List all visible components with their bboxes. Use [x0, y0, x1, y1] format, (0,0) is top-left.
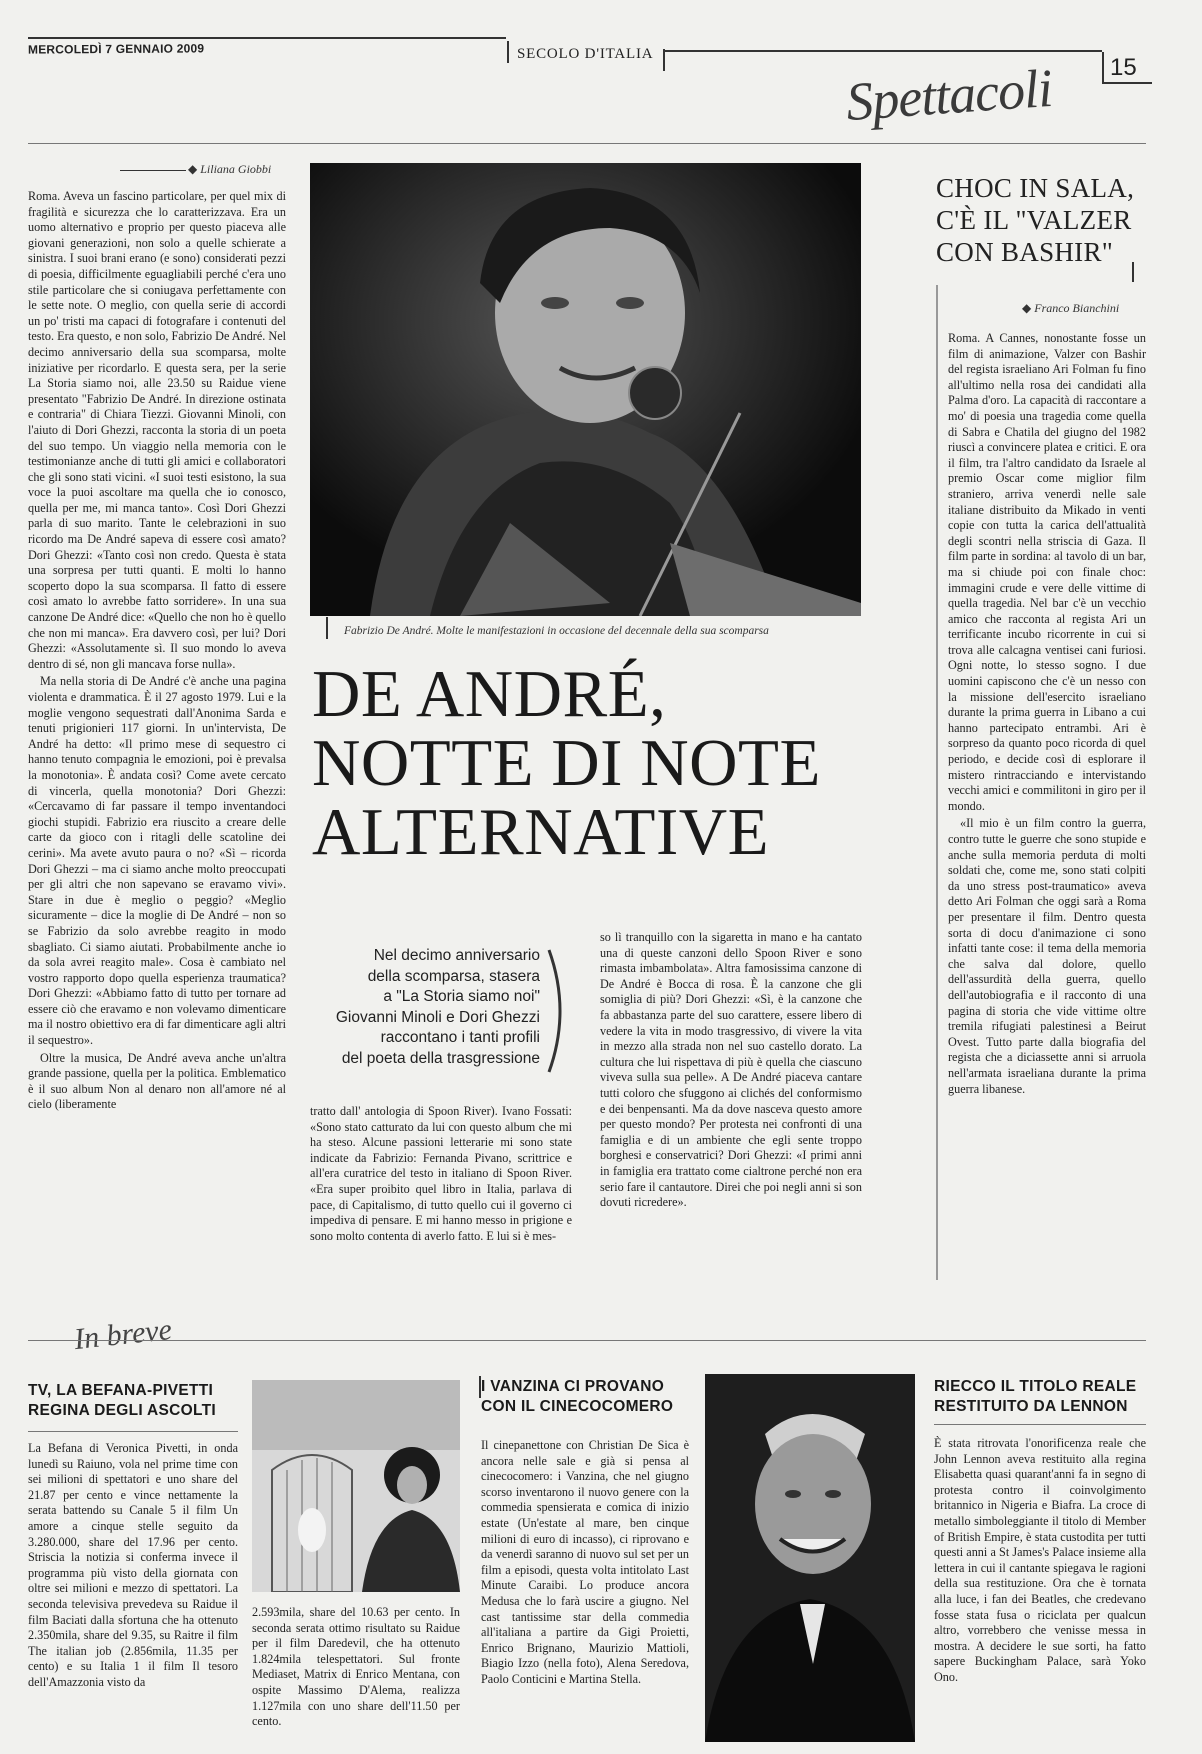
- main-headline: [312, 657, 821, 869]
- pull-quote-line-4: Giovanni Minoli e Dori Ghezzi: [335, 1008, 540, 1026]
- main-photo: [310, 163, 861, 616]
- brief-1-headline-line-2: REGINA DEGLI ASCOLTI: [28, 1402, 216, 1419]
- pull-quote-bracket: [545, 946, 575, 1076]
- masthead-rule-left: [28, 37, 506, 39]
- biagio-izzo-photo: [705, 1374, 915, 1742]
- fabrizio-de-andre-photo: [310, 163, 861, 616]
- masthead-rule-bar: [507, 41, 509, 63]
- section-label: Spettacoli: [844, 57, 1054, 133]
- main-article-column-2: tratto dall' antologia di Spoon River). Ivano Fossati: «Sono stato catturato da lui con questo album che mi ha steso. Alcune passioni letterarie mi sono state indicate da Fabrizio: Fernanda Pivano, scrittrice e all'era curatrice del testo in italiano di Spoon River. «Era super proibito quel libro in Italia, parlava di pace, di Capitalismo, di tutto quello cui il governo ci impediva di pensare. E mi hanno messo in prigione e sono molto contenta di averlo fatto. E lui si è mes-: [310, 1104, 572, 1243]
- pull-quote-line-1: Nel decimo anniversario: [373, 947, 540, 964]
- brief-3-headline-rule: [934, 1424, 1146, 1425]
- main-article-column-1: [28, 189, 286, 1273]
- main-byline-name: Liliana Giobbi: [200, 162, 272, 176]
- side-paragraph-2: «Il mio è un film contro la guerra, contro tutte le guerre che sono stupide e anche sulla memoria perduta di molti soldati che, come me, sono stati colpiti da uno stress post-traumatico» aveva detto Ari Folman che oggi sarà a Roma per presentare il film. Dentro questa sorta di docu d'animazione ci sono infatti tante cose: il tema della memoria che salva dal dolore, quello dell'assurdità della guerra, quello dell'autobiografia e il racconto di una pagina di storia che vide vittime oltre tremila rifugiati palestinesi a Beirut Ovest. Tutto parte dalla biografia del regista che a diciassette anni si arruola nell'armata israeliana durante la prima guerra libanese.: [948, 816, 1146, 1096]
- side-article-body: [948, 331, 1146, 1280]
- brief-1-headline-line-1: TV, LA BEFANA-PIVETTI: [28, 1382, 214, 1399]
- veronica-pivetti-photo: [252, 1380, 460, 1592]
- masthead-rule-right: [664, 50, 1102, 52]
- side-headline-bar: [1132, 262, 1134, 282]
- page-number: 15: [1110, 54, 1137, 81]
- brief-2-body: Il cinepanettone con Christian De Sica è ancora nelle sale e già si pensa al cinecocomero: i Vanzina, che nel giugno scorso inventarono il nuovo genere con la commedia spensierata e comica di inizio estate (Un'estate al mare, ben cinque milioni di euro di incasso), ci riprovano e da venerdì saranno di nuovo sul set per un film a episodi, questa volta intitolato Last Minute Caraibi. Lo produce ancora Medusa che lo farà uscire a giugno. Nel cast tantissime star della commedia all'italiana a partire da Gigi Proietti, Enrico Brignano, Maurizio Mattioli, Biagio Izzo (nella foto), Alena Seredova, Paolo Conticini e Martina Stella.: [481, 1438, 689, 1686]
- brief-3-headline: [934, 1377, 1136, 1417]
- main-article-column-3: so lì tranquillo con la sigaretta in mano e ha cantato una di queste canzoni dello Spoon River e sono rimasta imbambolata». Altra famosissima canzone di De André è Bocca di rosa. È la canzone che gli somiglia di più? Dori Ghezzi: «Sì, è la canzone che fa abbastanza parte del suo carattere, essere libero di vedere la vita in modo trasgressivo, di vivere la vita in mezzo alla strada non nel suo castello dorato. La cultura che lui rispettava di più è quella che ciascuno viveva sulla sua pelle». A De André piaceva cantare tutti coloro che sfuggono ai clichés del conformismo e dei benpensanti. Ma da dove nasceva questo amore per questo mondo? Per protesta nei confronti di una famiglia e di un ambiente che egli sente troppo borghesi e conservatrici? Dori Ghezzi: «I primi anni in famiglia era trattato come cialtrone perché non era serio fare il cantautore. Direi che poi negli anni si son dovuti ricredere».: [600, 930, 862, 1210]
- brief-1-headline: [28, 1381, 216, 1421]
- brief-1-body-continued: 2.593mila, share del 10.63 per cento. In seconda serata ottimo risultato su Raidue per il film Daredevil, che ha ottenuto 1.824mila telespettatori. Sul fronte Mediaset, Matrix di Enrico Mentana, con ospite Massimo D'Alema, realizza 1.127mila con uno share dell'11.50 per cento.: [252, 1605, 460, 1729]
- photo-caption: Fabrizio De André. Molte le manifestazioni in occasione del decennale della sua scomparsa: [344, 625, 769, 637]
- in-breve-label: In breve: [72, 1312, 174, 1357]
- main-byline-rule: [120, 170, 186, 171]
- brief-2-headline-line-2: CON IL CINECOCOMERO: [481, 1398, 674, 1415]
- brief-3-headline-line-1: RIECCO IL TITOLO REALE: [934, 1378, 1137, 1395]
- masthead-bottom-rule: [28, 143, 1146, 144]
- main-paragraph-1: Roma. Aveva un fascino particolare, per quel mix di fragilità e sicurezza che lo caratterizzava. Era un uomo alternativo e proprio per questo piaceva alle giovani generazioni, non solo a quelle schierate a sinistra. I suoi brani erano (e sono) considerati pezzi di poesia, difficilmente eguagliabili perché c'era uno stile particolare che si coniugava perfettamente con le sette note. O meglio, con quella serie di accordi un po' tristi ma capaci di fotografare i contenuti del testo. Era questo, e non solo, Fabrizio De André. Nel decimo anniversario della sua scomparsa, molte iniziative per ricordarlo. E questa sera, per la serie La Storia siamo noi, alle 23.50 su Raidue viene presentato "Fabrizio De André. In direzione ostinata e contraria" di Chiara Tiezzi. Giovanni Minoli, con l'aiuto di Dori Ghezzi, racconta la storia di un poeta del suo tempo. Un viaggio nella memoria con le testimonianze anche di tutti gli amici e collaboratori che gli sono stati vicini. «I suoi testi esistono, la sua voce la puoi ascoltare ma quella che io conosco, quella per me, mi manca tanto». Così Dori Ghezzi parla di suo marito. Tante le celebrazioni in suo ricordo ma De André sapeva di essere così amato? Dori Ghezzi: «Tanto così non credo. Questa è stata una sorpresa per tutti quanti. E molti lo hanno scoperto dopo la sua scomparsa. Il fatto di essere così amato lo avrebbe fatto sorridere». In una sua canzone De André dice: «Quello che non ho è quello che non mi manca». Era davvero così, per lui? Dori Ghezzi: «Assolutamente sì. Il suo mondo lo aveva dentro di sé, non gli mancava forse nulla».: [28, 189, 286, 671]
- side-byline: ◆ Franco Bianchini: [1022, 301, 1120, 315]
- side-byline-name: Franco Bianchini: [1034, 301, 1120, 315]
- side-headline: [936, 172, 1134, 268]
- main-paragraph-2: Ma nella storia di De André c'è anche una pagina violenta e drammatica. È il 27 agosto 1979. Lui e la moglie vengono sequestrati dall'Anonima Sarda e tenuti prigionieri 117 giorni. In un'intervista, De André ha detto: «Il primo mese di sequestro ci hanno tenuto compagnia le emozioni, poi è prevalsa la monotonia». È andata così? Come avete cercato di vincerla, quella monotonia? Dori Ghezzi: «Cercavamo di far passare il tempo inventandoci giochi stupidi. Fabrizio era riuscito a creare delle carte da gioco con i ritagli delle scatoline dei cerini». Ma avete avuto paura o no? «Sì – ricorda Dori Ghezzi – ma ci siamo anche molto preoccupati per gli altri che non sapevano se eravamo vivi». Stare in due è meglio o peggio? «Meglio sicuramente – dice la moglie di De André – non so se Fabrizio da solo avrebbe reagito in modo sbagliato. Ci siamo aiutati. Probabilmente anche io da sola avrei reagito male». Cosa è cambiato nel vostro rapporto dopo quella esperienza traumatica? Dori Ghezzi: «Abbiamo fatto di tutto per tornare ad essere ciò che eravamo e non volevamo dimenticare ma il nostro obiettivo era di far dimenticare agli altri il sequestro».: [28, 674, 286, 1048]
- pull-quote-line-3: a "La Storia siamo noi": [383, 988, 540, 1005]
- page-number-rule: [1102, 82, 1152, 84]
- brief-2-headline-line-1: I VANZINA CI PROVANO: [481, 1378, 665, 1395]
- main-headline-line-2: NOTTE DI NOTE: [312, 726, 821, 800]
- main-headline-line-1: DE ANDRÉ,: [312, 657, 667, 731]
- brief-2-headline: [481, 1377, 673, 1417]
- side-headline-line-1: CHOC IN SALA,: [936, 173, 1135, 203]
- side-paragraph-1: Roma. A Cannes, nonostante fosse un film di animazione, Valzer con Bashir del regista israeliano Ari Folman fu fino all'ultimo nella rosa dei candidati alla Palma d'oro. La capacità di raccontare a mo' di poesia una tragedia come quella di Sabra e Chatila del giugno del 1982 riuscì a convincere platea e critici. E ora il film, tra l'altro candidato da Israele al premio Oscar come miglior film straniero, arriva venerdì nelle sale italiane distribuito da Mikado in venti copie con tutta la carica dell'attualità degli scontri nella striscia di Gaza. Il film parte in sordina: al tavolo di un bar, ma si chiude poi con finale choc: immagini crude e vere delle vittime di quella tragedia. Nel bar c'è un vecchio amico che racconta al regista Ari un terrificante incubo ricorrente in cui si trova alle calcagna ventisei cani furiosi. Ogni notte, lo stesso sogno. I due uomini capiscono che c'è un nesso con la missione dell'esercito israeliano durante la prima guerra in Libano a cui hanno partecipato entrambi. Ari è sorpreso da quanto poco ricorda di quel periodo, e decide così di esplorare il mistero rintracciando e intervistando vecchi amici e commilitoni in giro per il mondo.: [948, 331, 1146, 813]
- page-number-bar: [1102, 52, 1104, 82]
- issue-date: MERCOLEDÌ 7 GENNAIO 2009: [27, 41, 205, 57]
- masthead-rule-bar-2: [663, 49, 665, 71]
- pull-quote-line-6: del poeta della trasgressione: [341, 1049, 540, 1067]
- brief-3-body: È stata ritrovata l'onorificenza reale che John Lennon aveva restituito alla regina Elisabetta quasi quarant'anni fa in segno di protesta contro il coinvolgimento britannico in Nigeria e Biafra. La croce di metallo simboleggiante il titolo di Member of British Empire, è stata custodita per tutti questi anni a St James's Palace insieme alla lettera in cui il cantante spiegava le ragioni della sua restituzione. Ora che è tornata alla luce, i fan dei Beatles, che credevano fosse stata fusa o riciclata per qualcun altro, vorrebbero che venisse messa in mostra. A decidere le sue sorti, ha fatto sapere Buckingham Palace, sarà Yoko Ono.: [934, 1436, 1146, 1684]
- in-breve-rule: [28, 1340, 1146, 1341]
- brief-2-photo: [705, 1374, 915, 1742]
- photo-caption-bar: [326, 617, 328, 639]
- main-paragraph-3: Oltre la musica, De André aveva anche un'altra grande passione, quella per la politica. Emblematico è il suo album Non al denaro non all'amore né al cielo (liberamente: [28, 1050, 286, 1112]
- brief-1-photo: [252, 1380, 460, 1592]
- pull-quote-line-2: della scomparsa, stasera: [367, 967, 540, 985]
- newspaper-name: SECOLO D'ITALIA: [517, 46, 654, 62]
- main-headline-line-3: ALTERNATIVE: [312, 795, 770, 869]
- main-byline: ◆ Liliana Giobbi: [188, 162, 272, 176]
- brief-1-body: La Befana di Veronica Pivetti, in onda lunedì su Raiuno, vola nel prime time con sei milioni di spettatori e uno share del 21.87 per cento e vince nettamente la serata battendo su Canale 5 il film Un amore a cinque stelle seguito da 3.280.000, share del 17.96 per cento. Striscia la notizia si conferma invece il programma più visto della giornata con oltre sei milioni e mezzo di spettatori. La seconda televisiva prevedeva su Raidue il film Baciati dalla sfortuna che ha ottenuto 2.350mila, share del 9.35, su Raitre il film The italian job (2.856mila, 11.35 per cento) e su Italia 1 il film Il tesoro dell'Amazzonia visto da: [28, 1441, 238, 1689]
- pull-quote: [318, 946, 540, 1069]
- pull-quote-line-5: raccontano i tanti profili: [380, 1029, 540, 1046]
- side-headline-line-3: CON BASHIR": [936, 237, 1114, 267]
- side-column-rule: [936, 285, 938, 1280]
- brief-3-headline-line-2: RESTITUITO DA LENNON: [934, 1398, 1128, 1415]
- brief-1-headline-rule: [28, 1431, 238, 1432]
- side-headline-line-2: C'È IL "VALZER: [936, 205, 1132, 235]
